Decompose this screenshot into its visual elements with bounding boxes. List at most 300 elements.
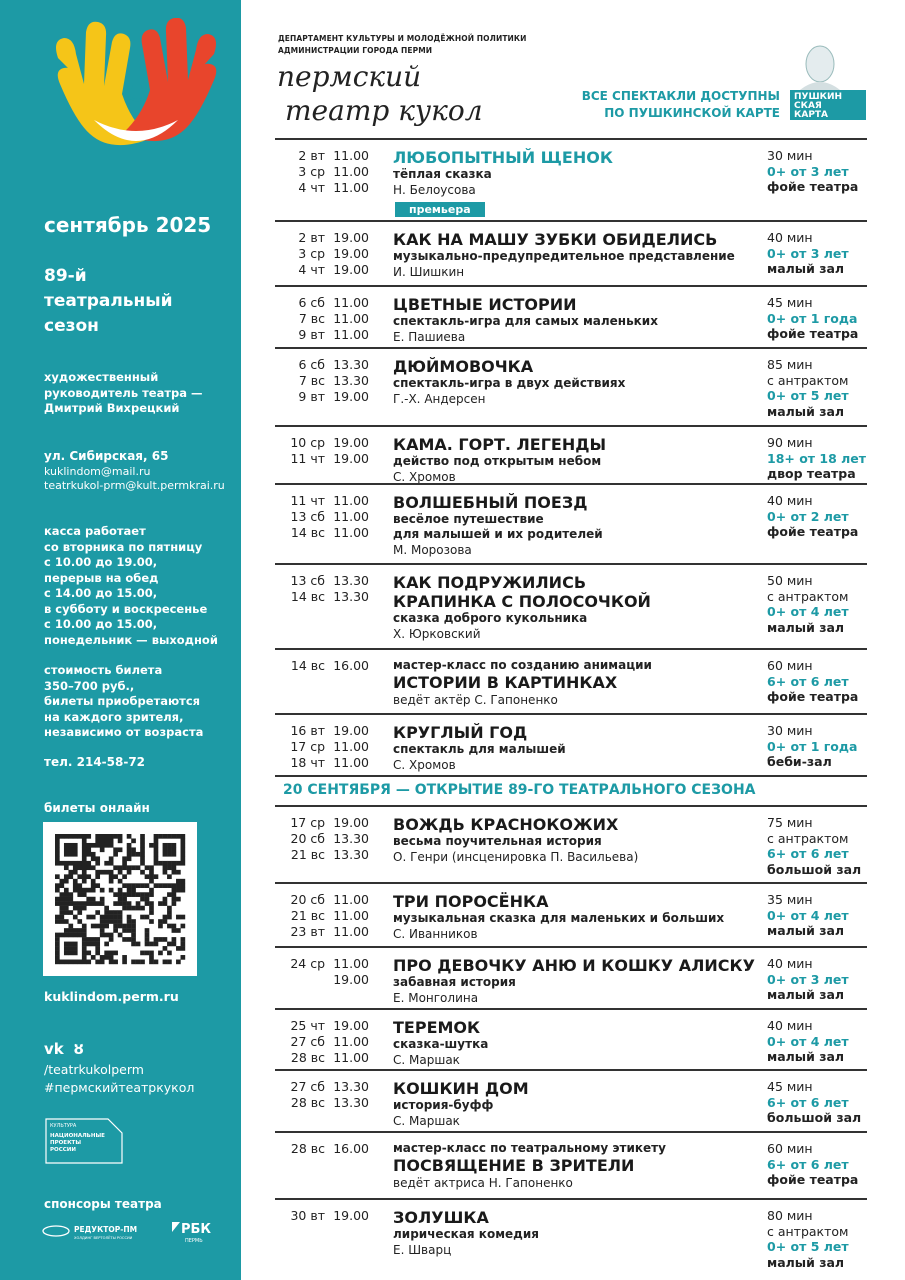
date-time: 13.30 bbox=[333, 831, 369, 846]
date-line bbox=[275, 1208, 375, 1224]
event-subtitle: спектакль-игра для самых маленьких bbox=[393, 314, 658, 328]
event-venue: малый зал bbox=[767, 1254, 845, 1270]
reduktor-logo-icon bbox=[43, 1225, 137, 1240]
event-subtitle: забавная история bbox=[393, 975, 516, 989]
emails bbox=[44, 465, 225, 493]
date-line bbox=[275, 1018, 375, 1034]
event-title: КОШКИН ДОМ bbox=[393, 1079, 529, 1098]
hours-line: касса работает bbox=[44, 524, 146, 538]
sponsors-label: спонсоры театра bbox=[44, 1197, 162, 1211]
event-content bbox=[393, 573, 765, 642]
date-time: 19.00 bbox=[333, 435, 369, 450]
date-line bbox=[275, 956, 375, 972]
date-day: 6 сб bbox=[298, 357, 325, 372]
event-content bbox=[393, 295, 765, 345]
season-line: 89-й bbox=[44, 266, 87, 286]
event-content bbox=[393, 658, 765, 708]
date-line bbox=[275, 230, 375, 246]
event-subtitle: музыкально-предупредительное представление bbox=[393, 249, 735, 263]
date-time: 19.00 bbox=[333, 246, 369, 261]
event-pretitle: мастер-класс по созданию анимации bbox=[393, 658, 652, 672]
event-subtitle: весёлое путешествие bbox=[393, 512, 544, 526]
hours-line: с 10.00 до 15.00, bbox=[44, 617, 158, 631]
date-day: 10 ср bbox=[290, 435, 325, 450]
date-day: 3 ср bbox=[298, 246, 325, 261]
date-line bbox=[275, 755, 375, 771]
date-day: 21 вс bbox=[290, 847, 325, 862]
date-day: 6 сб bbox=[298, 295, 325, 310]
date-day: 25 чт bbox=[290, 1018, 325, 1033]
event-dates bbox=[275, 148, 375, 196]
event-content bbox=[393, 435, 765, 485]
event-dates bbox=[275, 723, 375, 771]
event-venue: фойе театра bbox=[767, 524, 859, 539]
date-line bbox=[275, 509, 375, 525]
pushkin-logo-line: КАРТА bbox=[794, 110, 829, 120]
event-meta bbox=[767, 435, 877, 482]
date-line bbox=[275, 357, 375, 373]
date-day: 11 чт bbox=[290, 451, 325, 466]
event-age: 0+ от 3 лет bbox=[767, 245, 849, 261]
sponsor-1-name: РЕДУКТОР-ПМ bbox=[74, 1225, 138, 1234]
event-content bbox=[393, 956, 765, 1006]
event-meta bbox=[767, 892, 877, 939]
event-duration: 75 мин bbox=[767, 815, 813, 830]
logo-line: театр кукол bbox=[285, 94, 483, 127]
event-dates bbox=[275, 658, 375, 674]
hands-logo-icon bbox=[38, 18, 234, 158]
date-day: 16 вт bbox=[290, 723, 325, 738]
date-time: 13.30 bbox=[333, 1079, 369, 1094]
date-line bbox=[275, 262, 375, 278]
event-venue: фойе театра bbox=[767, 179, 859, 194]
date-time: 13.30 bbox=[333, 357, 369, 372]
date-time: 11.00 bbox=[333, 148, 369, 163]
date-time: 19.00 bbox=[333, 972, 369, 987]
event-intermission: с антрактом bbox=[767, 1223, 849, 1239]
date-time: 11.00 bbox=[333, 525, 369, 540]
event-title: ИСТОРИИ В КАРТИНКАХ bbox=[393, 673, 618, 692]
event-venue: малый зал bbox=[767, 1049, 845, 1064]
date-day: 4 чт bbox=[298, 180, 325, 195]
event-duration: 80 мин bbox=[767, 1208, 813, 1223]
date-day: 24 ср bbox=[290, 956, 325, 971]
hours-line: с 14.00 до 15.00, bbox=[44, 586, 158, 600]
date-day: 18 чт bbox=[290, 755, 325, 770]
event-row bbox=[275, 220, 867, 285]
date-line bbox=[275, 1141, 375, 1157]
event-venue: малый зал bbox=[767, 261, 845, 276]
date-line bbox=[275, 892, 375, 908]
event-duration: 60 мин bbox=[767, 658, 813, 673]
date-line bbox=[275, 573, 375, 589]
event-meta bbox=[767, 1141, 877, 1188]
event-subtitle: спектакль-игра в двух действиях bbox=[393, 376, 626, 390]
event-content bbox=[393, 148, 765, 217]
event-dates bbox=[275, 357, 375, 405]
date-line bbox=[275, 1095, 375, 1111]
website-link[interactable]: kuklindom.perm.ru bbox=[44, 989, 179, 1004]
date-line bbox=[275, 815, 375, 831]
vk-icon[interactable]: vk bbox=[44, 1040, 64, 1058]
date-time: 19.00 bbox=[333, 389, 369, 404]
event-meta bbox=[767, 815, 877, 877]
event-age: 0+ от 4 лет bbox=[767, 604, 849, 619]
date-line bbox=[275, 246, 375, 262]
event-dates bbox=[275, 956, 375, 988]
date-time: 11.00 bbox=[333, 892, 369, 907]
date-time: 11.00 bbox=[333, 180, 369, 195]
season-label bbox=[44, 264, 173, 339]
date-time: 19.00 bbox=[333, 262, 369, 277]
date-day: 9 вт bbox=[298, 389, 325, 404]
event-meta bbox=[767, 148, 877, 195]
event-row bbox=[275, 713, 867, 775]
event-subtitle: действо под открытым небом bbox=[393, 454, 602, 468]
qr-code-icon[interactable] bbox=[43, 822, 197, 976]
ticket-price bbox=[44, 663, 203, 741]
event-row bbox=[275, 648, 867, 713]
date-line bbox=[275, 1034, 375, 1050]
event-author: О. Генри (инсценировка П. Васильева) bbox=[393, 850, 639, 864]
event-row bbox=[275, 1198, 867, 1280]
event-title: ВОЖДЬ КРАСНОКОЖИХ bbox=[393, 815, 619, 834]
date-day: 20 сб bbox=[290, 831, 325, 846]
event-title: ЦВЕТНЫЕ ИСТОРИИ bbox=[393, 295, 577, 314]
event-duration: 85 мин bbox=[767, 357, 813, 372]
event-venue: большой зал bbox=[767, 861, 862, 877]
sidebar bbox=[0, 0, 241, 1280]
event-content bbox=[393, 357, 765, 407]
dept-line: АДМИНИСТРАЦИИ ГОРОДА ПЕРМИ bbox=[278, 46, 433, 55]
date-day: 14 вс bbox=[290, 589, 325, 604]
event-meta bbox=[767, 658, 877, 705]
date-time: 11.00 bbox=[333, 924, 369, 939]
event-subtitle: для малышей и их родителей bbox=[393, 527, 603, 541]
event-author: ведёт актёр С. Гапоненко bbox=[393, 693, 558, 707]
event-title: ЛЮБОПЫТНЫЙ ЩЕНОК bbox=[393, 148, 613, 167]
date-day: 28 вс bbox=[290, 1141, 325, 1156]
date-line bbox=[275, 972, 375, 988]
date-line bbox=[275, 658, 375, 674]
date-line bbox=[275, 389, 375, 405]
event-row bbox=[275, 483, 867, 563]
event-content bbox=[393, 1208, 765, 1258]
date-day: 30 вт bbox=[290, 1208, 325, 1223]
event-duration: 45 мин bbox=[767, 295, 813, 310]
price-line: 350–700 руб., bbox=[44, 678, 135, 693]
event-venue: малый зал bbox=[767, 619, 845, 635]
date-line bbox=[275, 847, 375, 863]
event-dates bbox=[275, 493, 375, 541]
price-line: билеты приобретаются bbox=[44, 694, 201, 708]
date-day: 20 сб bbox=[290, 892, 325, 907]
event-meta bbox=[767, 573, 877, 635]
date-time: 11.00 bbox=[333, 311, 369, 326]
date-time: 11.00 bbox=[333, 739, 369, 754]
date-time: 16.00 bbox=[333, 1141, 369, 1156]
event-subtitle: сказка доброго кукольника bbox=[393, 611, 588, 625]
theatre-logo bbox=[275, 58, 505, 128]
event-duration: 60 мин bbox=[767, 1141, 813, 1156]
event-title: ВОЛШЕБНЫЙ ПОЕЗД bbox=[393, 493, 588, 512]
date-line bbox=[275, 148, 375, 164]
date-time: 19.00 bbox=[333, 723, 369, 738]
date-day: 13 сб bbox=[290, 573, 325, 588]
date-line bbox=[275, 1050, 375, 1066]
date-time: 11.00 bbox=[333, 327, 369, 342]
event-content bbox=[393, 1018, 765, 1068]
event-author: Е. Шварц bbox=[393, 1243, 452, 1257]
event-meta bbox=[767, 956, 877, 1003]
event-title: КРАПИНКА С ПОЛОСОЧКОЙ bbox=[393, 592, 651, 611]
event-dates bbox=[275, 435, 375, 467]
date-line bbox=[275, 908, 375, 924]
event-age: 18+ от 18 лет bbox=[767, 450, 867, 466]
event-venue: беби-зал bbox=[767, 754, 832, 769]
event-dates bbox=[275, 892, 375, 940]
pushkin-note-line: ПО ПУШКИНСКОЙ КАРТЕ bbox=[604, 106, 780, 120]
event-venue: двор театра bbox=[767, 466, 856, 481]
date-line bbox=[275, 164, 375, 180]
event-author: С. Маршак bbox=[393, 1053, 460, 1067]
event-content bbox=[393, 230, 765, 280]
event-age: 6+ от 6 лет bbox=[767, 846, 849, 861]
date-time: 11.00 bbox=[333, 164, 369, 179]
director-line: Дмитрий Вихрецкий bbox=[44, 401, 180, 415]
event-venue: малый зал bbox=[767, 403, 845, 419]
date-time: 19.00 bbox=[333, 815, 369, 830]
event-author: И. Шишкин bbox=[393, 265, 465, 279]
event-duration: 45 мин bbox=[767, 1079, 813, 1094]
np-line: КУЛЬТУРА bbox=[50, 1123, 77, 1129]
dept-line: ДЕПАРТАМЕНТ КУЛЬТУРЫ И МОЛОДЁЖНОЙ ПОЛИТИКИ bbox=[278, 34, 527, 43]
event-venue: фойе театра bbox=[767, 689, 859, 704]
date-line bbox=[275, 589, 375, 605]
vk-link[interactable]: /teatrkukolperm bbox=[44, 1062, 144, 1077]
event-meta bbox=[767, 1208, 877, 1270]
event-row bbox=[275, 805, 867, 882]
event-author: М. Морозова bbox=[393, 543, 472, 557]
date-day: 3 ср bbox=[298, 164, 325, 179]
event-duration: 30 мин bbox=[767, 148, 813, 163]
date-day: 2 вт bbox=[298, 148, 325, 163]
month-label: сентябрь 2025 bbox=[44, 213, 212, 237]
event-meta bbox=[767, 1018, 877, 1065]
date-line bbox=[275, 180, 375, 196]
date-day: 28 вс bbox=[290, 1050, 325, 1065]
hours-line: с 10.00 до 19.00, bbox=[44, 555, 158, 569]
date-day: 11 чт bbox=[290, 493, 325, 508]
date-time: 11.00 bbox=[333, 1050, 369, 1065]
event-age: 0+ от 2 лет bbox=[767, 508, 849, 524]
date-time: 13.30 bbox=[333, 573, 369, 588]
date-day: 9 вт bbox=[298, 327, 325, 342]
event-title: ЗОЛУШКА bbox=[393, 1208, 489, 1227]
price-line: независимо от возраста bbox=[44, 725, 204, 739]
date-time: 19.00 bbox=[333, 230, 369, 245]
event-author: Х. Юрковский bbox=[393, 627, 481, 641]
date-time: 19.00 bbox=[333, 451, 369, 466]
date-line bbox=[275, 311, 375, 327]
event-intermission: с антрактом bbox=[767, 588, 849, 604]
pushkin-note-line: ВСЕ СПЕКТАКЛИ ДОСТУПНЫ bbox=[581, 89, 780, 103]
event-dates bbox=[275, 815, 375, 863]
event-meta bbox=[767, 295, 877, 342]
date-time: 11.00 bbox=[333, 908, 369, 923]
date-line bbox=[275, 435, 375, 451]
event-age: 6+ от 6 лет bbox=[767, 1156, 849, 1172]
department-header bbox=[278, 33, 527, 57]
pushkin-logo-line: ПУШКИН bbox=[794, 92, 843, 102]
date-time: 11.00 bbox=[333, 1034, 369, 1049]
event-age: 0+ от 1 года bbox=[767, 738, 858, 754]
event-dates bbox=[275, 573, 375, 605]
event-duration: 90 мин bbox=[767, 435, 813, 450]
event-venue: малый зал bbox=[767, 987, 845, 1002]
event-author: Е. Пашиева bbox=[393, 330, 466, 344]
date-time: 16.00 bbox=[333, 658, 369, 673]
event-content bbox=[393, 1141, 765, 1191]
date-day: 27 сб bbox=[290, 1034, 325, 1049]
sponsor-2-sub: ПЕРМЬ bbox=[185, 1238, 203, 1244]
event-author: С. Маршак bbox=[393, 1114, 460, 1128]
event-author: Г.-Х. Андерсен bbox=[393, 392, 486, 406]
event-age: 0+ от 5 лет bbox=[767, 388, 849, 403]
phone[interactable]: тел. 214-58-72 bbox=[44, 755, 146, 769]
date-day: 4 чт bbox=[298, 262, 325, 277]
event-venue: фойе театра bbox=[767, 326, 859, 341]
opening-banner-text: 20 СЕНТЯБРЯ — ОТКРЫТИЕ 89-ГО ТЕАТРАЛЬНОГО СЕЗОНА bbox=[283, 782, 756, 798]
event-duration: 40 мин bbox=[767, 956, 813, 971]
event-row bbox=[275, 882, 867, 946]
event-age: 0+ от 3 лет bbox=[767, 971, 849, 987]
event-meta bbox=[767, 723, 877, 770]
pushkin-card-logo-icon bbox=[786, 42, 868, 122]
event-age: 0+ от 3 лет bbox=[767, 163, 849, 179]
email-link[interactable]: kuklindom@mail.ru bbox=[44, 465, 151, 478]
logo-line: пермский bbox=[277, 60, 422, 93]
event-row bbox=[275, 285, 867, 347]
date-line bbox=[275, 373, 375, 389]
event-row bbox=[275, 1131, 867, 1198]
event-row bbox=[275, 425, 867, 483]
date-time: 11.00 bbox=[333, 509, 369, 524]
event-age: 6+ от 6 лет bbox=[767, 1094, 849, 1110]
event-row bbox=[275, 347, 867, 425]
date-time: 11.00 bbox=[333, 956, 369, 971]
event-author: С. Хромов bbox=[393, 470, 456, 484]
event-row bbox=[275, 1008, 867, 1069]
box-office-hours bbox=[44, 524, 218, 648]
event-author: С. Хромов bbox=[393, 758, 456, 772]
odnoklassniki-icon[interactable]: ȣ bbox=[73, 1040, 84, 1058]
date-line bbox=[275, 327, 375, 343]
event-meta bbox=[767, 493, 877, 540]
event-duration: 30 мин bbox=[767, 723, 813, 738]
event-dates bbox=[275, 295, 375, 343]
event-title: ТЕРЕМОК bbox=[393, 1018, 481, 1037]
event-subtitle: история-буфф bbox=[393, 1098, 494, 1112]
event-dates bbox=[275, 1018, 375, 1066]
date-day: 17 ср bbox=[290, 739, 325, 754]
event-duration: 40 мин bbox=[767, 230, 813, 245]
date-day: 14 вс bbox=[290, 525, 325, 540]
event-title: ПРО ДЕВОЧКУ АНЮ И КОШКУ АЛИСКУ bbox=[393, 956, 755, 975]
event-age: 6+ от 6 лет bbox=[767, 673, 849, 689]
date-time: 11.00 bbox=[333, 493, 369, 508]
date-day: 7 вс bbox=[298, 311, 325, 326]
rbc-logo-icon bbox=[172, 1222, 211, 1244]
np-line: ПРОЕКТЫ bbox=[50, 1140, 82, 1146]
date-time: 13.30 bbox=[333, 1095, 369, 1110]
event-meta bbox=[767, 357, 877, 419]
event-subtitle: тёплая сказка bbox=[393, 167, 492, 181]
event-age: 0+ от 4 лет bbox=[767, 1033, 849, 1049]
event-pretitle: мастер-класс по театральному этикету bbox=[393, 1141, 666, 1155]
event-age: 0+ от 5 лет bbox=[767, 1239, 849, 1254]
date-time: 13.30 bbox=[333, 589, 369, 604]
event-duration: 40 мин bbox=[767, 493, 813, 508]
event-subtitle: весьма поучительная история bbox=[393, 834, 602, 848]
date-day: 27 сб bbox=[290, 1079, 325, 1094]
event-subtitle: сказка-шутка bbox=[393, 1037, 489, 1051]
premiere-badge: премьера bbox=[395, 202, 485, 217]
event-intermission: с антрактом bbox=[767, 830, 849, 846]
event-duration: 35 мин bbox=[767, 892, 813, 907]
pushkin-logo-line: СКАЯ bbox=[794, 101, 822, 111]
date-time: 11.00 bbox=[333, 295, 369, 310]
event-dates bbox=[275, 1208, 375, 1224]
event-title: ДЮЙМОВОЧКА bbox=[393, 357, 534, 376]
event-row bbox=[275, 1069, 867, 1131]
hours-line: со вторника по пятницу bbox=[44, 539, 203, 554]
event-venue: фойе театра bbox=[767, 1172, 859, 1187]
event-meta bbox=[767, 230, 877, 277]
date-day: 23 вт bbox=[290, 924, 325, 939]
email-link[interactable]: teatrkukol-prm@kult.permkrai.ru bbox=[44, 479, 225, 492]
event-dates bbox=[275, 1141, 375, 1157]
social-icons bbox=[44, 1040, 84, 1058]
director-line: руководитель театра — bbox=[44, 385, 203, 400]
date-day: 21 вс bbox=[290, 908, 325, 923]
season-line: театральный bbox=[44, 291, 173, 311]
event-dates bbox=[275, 230, 375, 278]
np-line: НАЦИОНАЛЬНЫЕ bbox=[50, 1133, 105, 1139]
date-line bbox=[275, 739, 375, 755]
event-content bbox=[393, 493, 765, 558]
price-line: на каждого зрителя, bbox=[44, 709, 184, 724]
date-time: 11.00 bbox=[333, 755, 369, 770]
event-subtitle: лирическая комедия bbox=[393, 1227, 539, 1241]
date-line bbox=[275, 723, 375, 739]
date-line bbox=[275, 1079, 375, 1095]
event-age: 0+ от 1 года bbox=[767, 310, 858, 326]
date-line bbox=[275, 493, 375, 509]
pushkin-card-note bbox=[560, 88, 780, 122]
hours-line: понедельник — выходной bbox=[44, 632, 218, 647]
event-author: ведёт актриса Н. Гапоненко bbox=[393, 1176, 573, 1190]
event-author: С. Иванников bbox=[393, 927, 478, 941]
event-title: ТРИ ПОРОСЁНКА bbox=[393, 892, 549, 911]
event-intermission: с антрактом bbox=[767, 372, 849, 388]
event-title: КАМА. ГОРТ. ЛЕГЕНДЫ bbox=[393, 435, 607, 454]
address: ул. Сибирская, 65 bbox=[44, 449, 169, 463]
date-time: 13.30 bbox=[333, 847, 369, 862]
event-row bbox=[275, 946, 867, 1008]
event-content bbox=[393, 815, 765, 865]
hours-line: перерыв на обед bbox=[44, 570, 159, 585]
